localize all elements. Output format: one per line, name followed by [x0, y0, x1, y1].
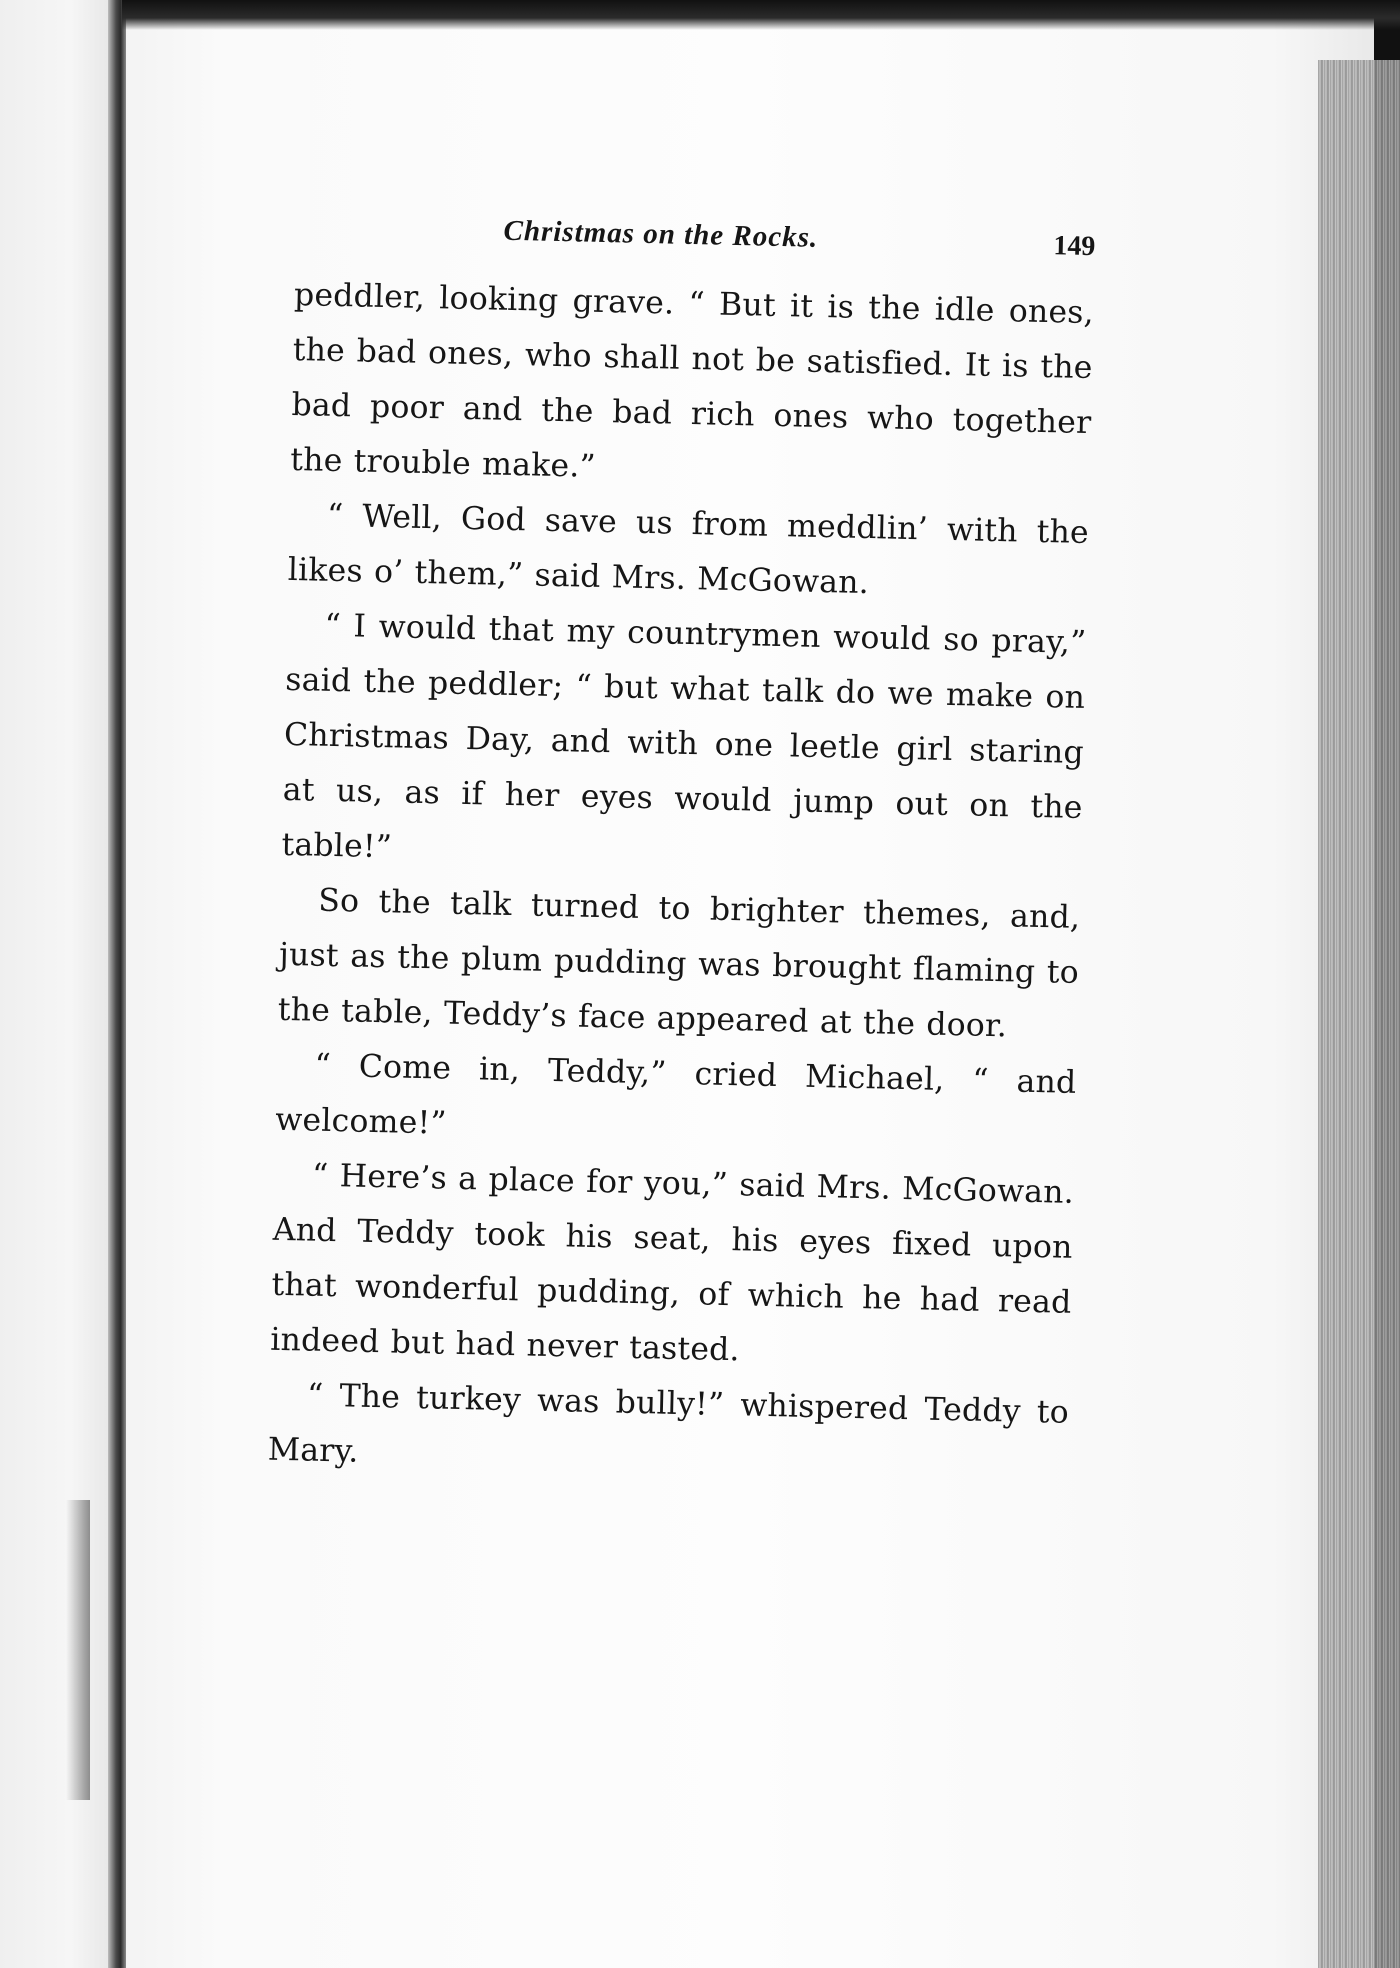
paragraph-7: “ The turkey was bully!” whispered Teddy to Mary.	[267, 1377, 1070, 1470]
left-facing-page-edge	[0, 0, 118, 1968]
book-gutter	[108, 0, 126, 1968]
paragraph-2: “ Well, God save us from meddlin’ with the likes o’ them,” said Mrs. McGowan.	[287, 497, 1090, 602]
paragraph-6: “ Here’s a place for you,” said Mrs. McGowan. And Teddy took his seat, his eyes fixed upon that wonderful pudding, of which he had read indeed but had never tasted.	[269, 1157, 1075, 1369]
paragraph-1: peddler, looking grave. “ But it is the idle ones, the bad ones, who shall not be satisfied. It is the bad poor and the bad rich ones who together the trouble make.”	[289, 276, 1095, 485]
page-text-block	[267, 210, 1096, 1496]
top-shadow	[122, 0, 1400, 30]
page-number: 149	[1053, 230, 1096, 263]
paragraph-4: So the talk turned to brighter themes, and, just as the plum pudding was brought flaming to the table, Teddy’s face appeared at the door.	[277, 882, 1081, 1045]
running-title: Christmas on the Rocks.	[503, 214, 819, 254]
page-stack-edge	[1318, 60, 1400, 1968]
paragraph-3: “ I would that my countrymen would so pray,” said the peddler; “ but what talk do we make on Christmas Day, and with one leetle girl staring at us, as if her eyes would jump out on the table!”	[281, 607, 1087, 866]
paragraph-5: “ Come in, Teddy,” cried Michael, “ and welcome!”	[274, 1047, 1077, 1142]
gutter-shadow	[66, 1500, 90, 1800]
